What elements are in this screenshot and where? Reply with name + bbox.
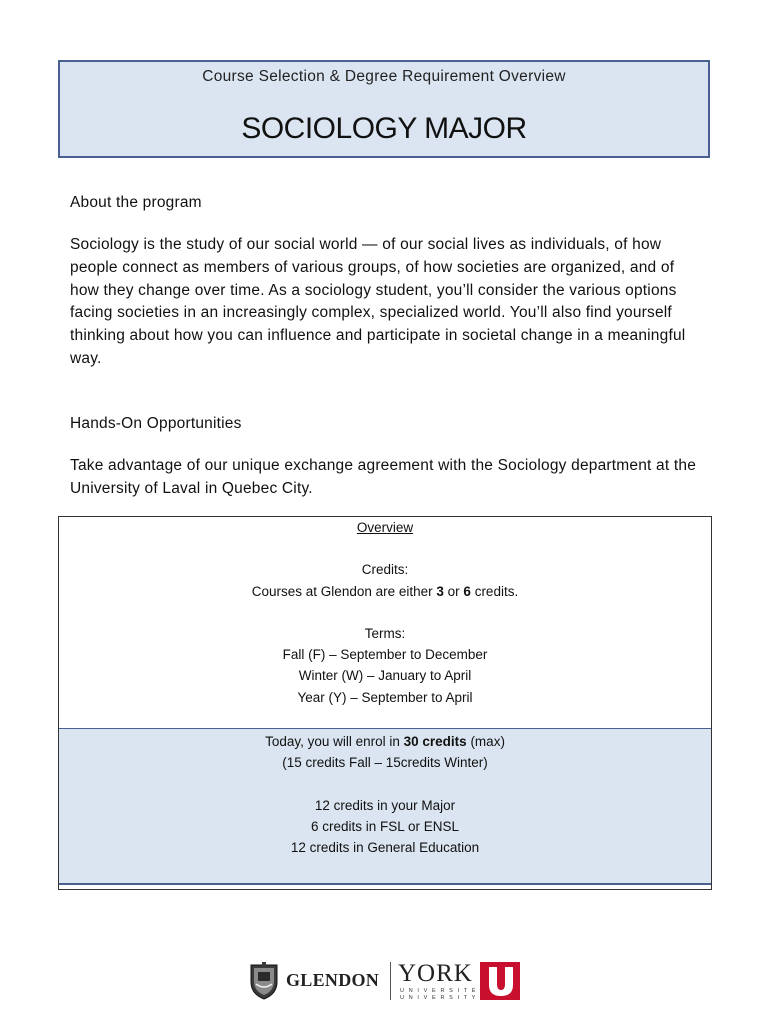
overview-table xyxy=(58,516,712,890)
hands-on-paragraph: Take advantage of our unique exchange agreement with the Sociology department at the University of Laval in Quebec City. xyxy=(70,457,697,497)
about-heading: About the program xyxy=(70,194,202,211)
page-title: SOCIOLOGY MAJOR xyxy=(241,112,527,145)
terms-label: Terms: xyxy=(364,625,406,641)
overview-info-section xyxy=(59,517,711,728)
logo-divider xyxy=(390,962,391,1000)
breakdown-general: 12 credits in General Education xyxy=(290,840,480,856)
york-u-logo-icon xyxy=(480,962,520,1000)
breakdown-major: 12 credits in your Major xyxy=(314,797,456,813)
glendon-wordmark: GLENDON xyxy=(286,970,380,990)
breakdown-fsl: 6 credits in FSL or ENSL xyxy=(310,818,460,834)
credits-label: Credits: xyxy=(361,562,409,578)
york-wordmark: YORK xyxy=(398,960,473,987)
title-banner xyxy=(58,60,710,158)
term-winter: Winter (W) – January to April xyxy=(298,668,472,684)
enrolment-section xyxy=(59,728,711,885)
york-subtext: U N I V E R S I T É U N I V E R S I T Y xyxy=(400,988,477,1001)
overview-title: Overview xyxy=(356,520,414,535)
enrol-summary: Today, you will enrol in 30 credits (max) xyxy=(265,734,505,749)
term-fall: Fall (F) – September to December xyxy=(282,647,488,663)
credits-description: Courses at Glendon are either 3 or 6 credits. xyxy=(251,583,519,599)
footer-logos xyxy=(246,958,526,1004)
about-paragraph: Sociology is the study of our social world — of our social lives as individuals, of how people connect as members of various groups, of how societies are organized, and of how they change over time. As a sociology student, you’ll consider the various options facing societies in an increasingly complex, specialized world. You’ll also find yourself thinking about how you can influence and participate in societal change in a meaningful way. xyxy=(70,236,686,367)
glendon-crest-icon xyxy=(248,962,280,1000)
document-subtitle: Course Selection & Degree Requirement Overview xyxy=(202,68,566,85)
term-year: Year (Y) – September to April xyxy=(297,689,473,705)
hands-on-heading: Hands-On Opportunities xyxy=(70,415,242,432)
enrol-split: (15 credits Fall – 15credits Winter) xyxy=(282,755,488,771)
